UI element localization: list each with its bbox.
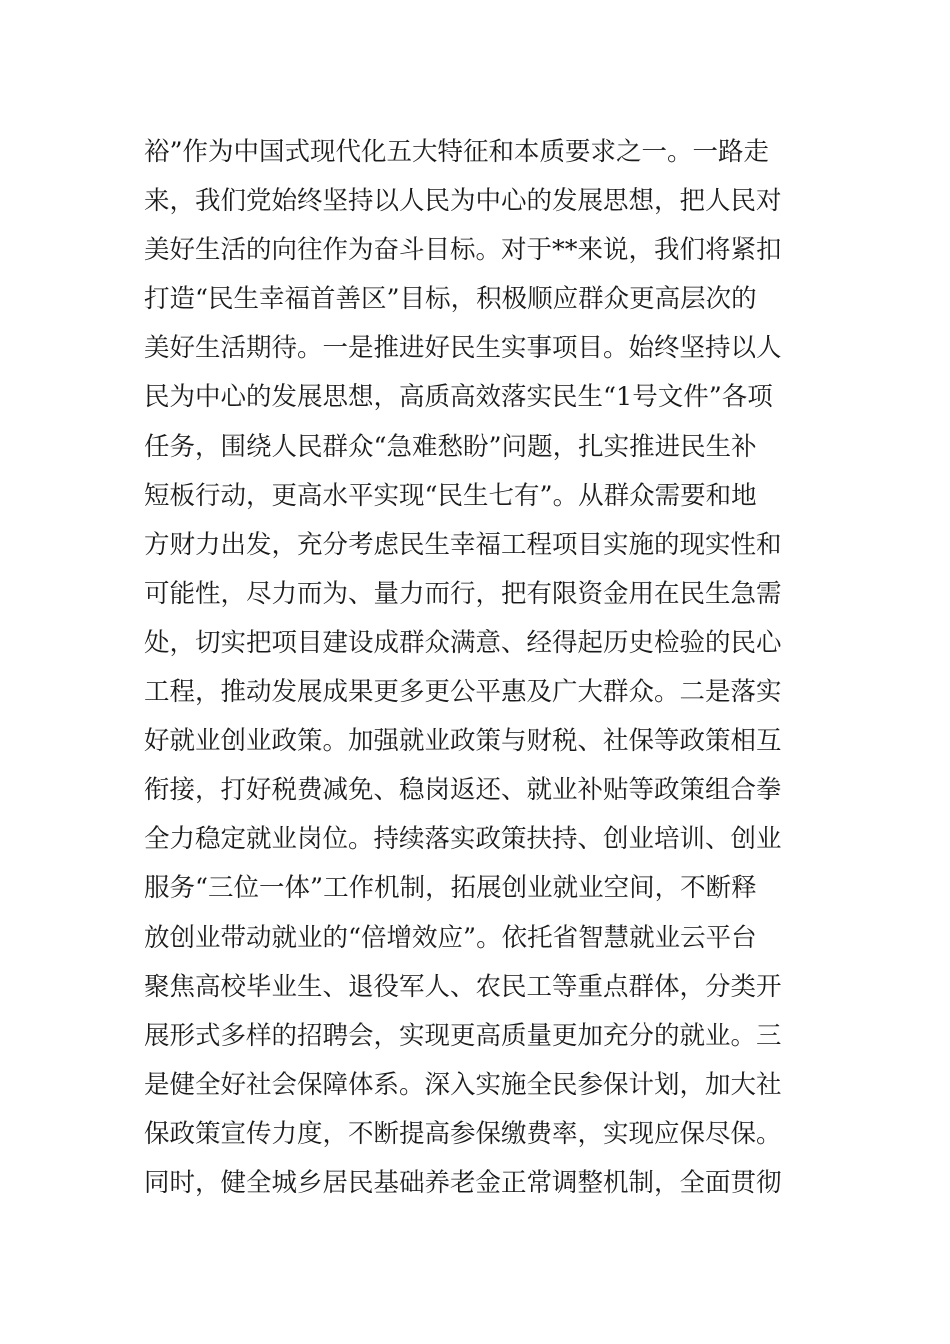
text-line: 衔接，打好税费减免、稳岗返还、就业补贴等政策组合拳 <box>144 775 782 806</box>
text-line: 聚焦高校毕业生、退役军人、农民工等重点群体，分类开 <box>144 971 782 1002</box>
text-line: 是健全好社会保障体系。深入实施全民参保计划，加大社 <box>144 1069 782 1100</box>
text-line: 美好生活的向往作为奋斗目标。对于**来说，我们将紧扣 <box>144 235 782 266</box>
text-line: 工程，推动发展成果更多更公平惠及广大群众。二是落实 <box>144 677 782 708</box>
text-line: 方财力出发，充分考虑民生幸福工程项目实施的现实性和 <box>144 529 782 560</box>
text-line: 好就业创业政策。加强就业政策与财税、社保等政策相互 <box>144 726 782 757</box>
text-line: 同时，健全城乡居民基础养老金正常调整机制，全面贯彻 <box>144 1167 782 1198</box>
body-text <box>144 128 824 1208</box>
text-line: 裕”作为中国式现代化五大特征和本质要求之一。一路走 <box>144 137 770 167</box>
text-line: 来，我们党始终坚持以人民为中心的发展思想，把人民对 <box>144 186 782 217</box>
text-line: 短板行动，更高水平实现“民生七有”。从群众需要和地 <box>144 480 757 511</box>
text-line: 美好生活期待。一是推进好民生实事项目。始终坚持以人 <box>144 333 782 364</box>
text-line: 全力稳定就业岗位。持续落实政策扶持、创业培训、创业 <box>144 824 782 855</box>
text-line: 服务“三位一体”工作机制，拓展创业就业空间，不断释 <box>144 873 757 904</box>
text-line: 民为中心的发展思想，高质高效落实民生“1号文件”各项 <box>144 382 773 413</box>
text-line: 保政策宣传力度，不断提高参保缴费率，实现应保尽保。 <box>144 1118 782 1149</box>
text-line: 打造“民生幸福首善区”目标，积极顺应群众更高层次的 <box>144 284 757 315</box>
text-line: 放创业带动就业的“倍增效应”。依托省智慧就业云平台 <box>144 922 757 953</box>
text-line: 任务，围绕人民群众“急难愁盼”问题，扎实推进民生补 <box>144 431 757 462</box>
text-line: 展形式多样的招聘会，实现更高质量更加充分的就业。三 <box>144 1020 782 1051</box>
text-line: 处，切实把项目建设成群众满意、经得起历史检验的民心 <box>144 627 782 658</box>
text-line: 可能性，尽力而为、量力而行，把有限资金用在民生急需 <box>144 578 782 609</box>
